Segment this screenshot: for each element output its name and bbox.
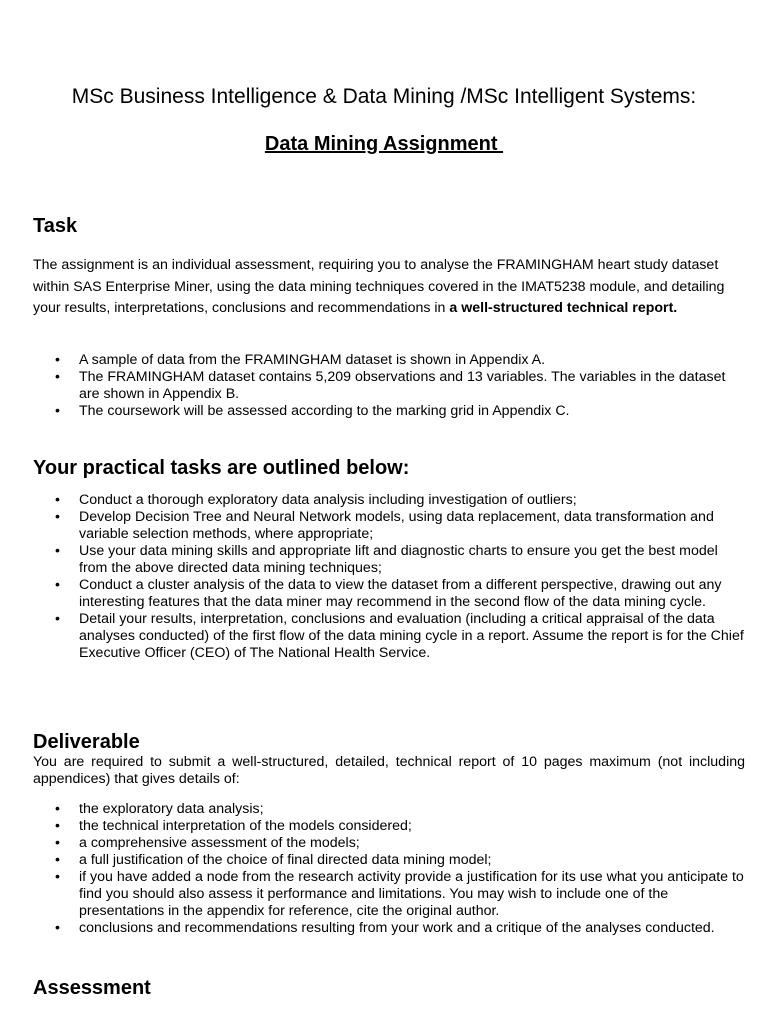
list-item-text: Develop Decision Tree and Neural Network models, using data replacement, data transformation and variable selection methods, where appropriate; (79, 509, 714, 542)
list-item-text: Conduct a thorough exploratory data analysis including investigation of outliers; (79, 492, 577, 508)
bullet-icon: • (55, 492, 60, 508)
bullet-icon: • (55, 403, 60, 419)
list-item-text: The coursework will be assessed according to the marking grid in Appendix C. (79, 403, 570, 419)
task-intro (33, 255, 745, 320)
list-item-text: a comprehensive assessment of the models; (79, 835, 360, 851)
task-heading: Task (33, 215, 78, 237)
list-item (33, 403, 745, 420)
task-intro-emphasis: a well-structured technical report. (449, 300, 678, 316)
list-item-text: a full justification of the choice of final directed data mining model; (79, 852, 492, 868)
list-item-text: A sample of data from the FRAMINGHAM dataset is shown in Appendix A. (79, 352, 546, 368)
list-item (33, 369, 745, 403)
programme-title: MSc Business Intelligence & Data Mining /MSc Intelligent Systems: (71, 85, 697, 108)
list-item (33, 835, 745, 852)
list-item (33, 818, 745, 835)
list-item (33, 920, 745, 937)
list-item (33, 577, 745, 611)
list-item (33, 801, 745, 818)
deliverable-heading: Deliverable (33, 731, 140, 753)
assessment-heading: Assessment (33, 977, 151, 999)
deliverable-bullet-list (33, 801, 745, 937)
list-item-text: The FRAMINGHAM dataset contains 5,209 observations and 13 variables. The variables in the dataset are shown in Appendix B. (79, 369, 726, 402)
bullet-icon: • (55, 577, 60, 593)
list-item (33, 543, 745, 577)
bullet-icon: • (55, 835, 60, 851)
list-item (33, 352, 745, 369)
bullet-icon: • (55, 611, 60, 627)
list-item (33, 852, 745, 869)
bullet-icon: • (55, 369, 60, 385)
list-item-text: Use your data mining skills and appropriate lift and diagnostic charts to ensure you get the best model from the above directed data mining techniques; (79, 543, 718, 576)
list-item-text: Conduct a cluster analysis of the data to view the dataset from a different perspective, drawing out any interesting features that the data miner may recommend in the second flow of the data mining cycle. (79, 577, 722, 610)
bullet-icon: • (55, 801, 60, 817)
list-item-text: Detail your results, interpretation, conclusions and evaluation (including a critical appraisal of the data analyses conducted) of the first flow of the data mining cycle in a report. Assume the report is for the Chief Executive Officer (CEO) of The National Health Service. (79, 611, 744, 661)
list-item-text: the exploratory data analysis; (79, 801, 264, 817)
list-item (33, 509, 745, 543)
list-item (33, 492, 745, 509)
list-item-text: conclusions and recommendations resulting from your work and a critique of the analyses conducted. (79, 920, 715, 936)
bullet-icon: • (55, 869, 60, 885)
bullet-icon: • (55, 509, 60, 525)
assignment-title: Data Mining Assignment (264, 133, 504, 155)
bullet-icon: • (55, 920, 60, 936)
practical-bullet-list (33, 492, 745, 662)
bullet-icon: • (55, 818, 60, 834)
list-item-text: if you have added a node from the research activity provide a justification for its use what you anticipate to find you should also assess it performance and limitations. You may wish to include one of the presentations in the appendix for reference, cite the original author. (79, 869, 744, 919)
deliverable-intro: You are required to submit a well-structured, detailed, technical report of 10 pages maximum (not including appendices) that gives details of: (33, 754, 745, 787)
list-item-text: the technical interpretation of the models considered; (79, 818, 412, 834)
bullet-icon: • (55, 852, 60, 868)
task-intro-text: The assignment is an individual assessment, requiring you to analyse the FRAMINGHAM heart study dataset within SAS Enterprise Miner, using the data mining techniques covered in the IMAT5238 module, and detailing your results, interpretations, conclusions and recommendations in (33, 257, 725, 316)
list-item (33, 611, 745, 662)
task-bullet-list (33, 352, 745, 420)
bullet-icon: • (55, 543, 60, 559)
list-item (33, 869, 745, 920)
bullet-icon: • (55, 352, 60, 368)
practical-heading: Your practical tasks are outlined below: (33, 457, 410, 479)
